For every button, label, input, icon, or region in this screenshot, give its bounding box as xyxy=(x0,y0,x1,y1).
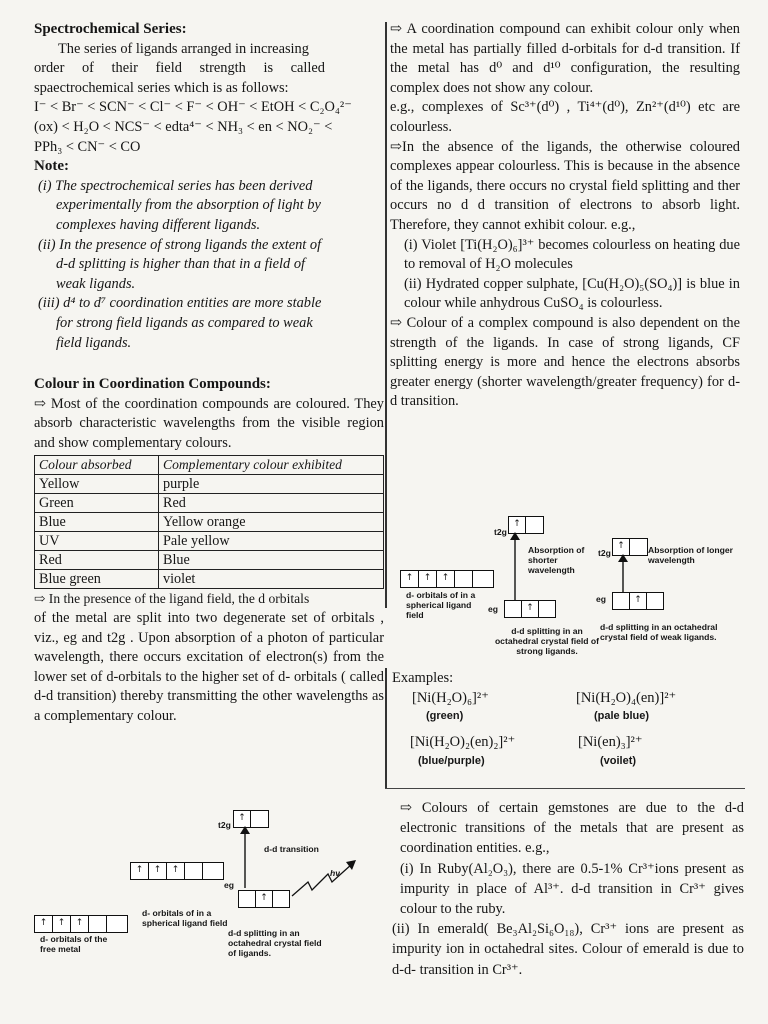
spectro-line-2: order of their field strength is called xyxy=(34,60,325,77)
example-colour: (pale blue) xyxy=(594,710,650,722)
orbital-up-arrow: ↑ xyxy=(630,593,647,609)
orbital-up-arrow: ↑ xyxy=(256,891,273,907)
table-cell: UV xyxy=(35,532,159,551)
ligand-field-paragraph: of the metal are split into two degenerate set of orbitals , viz., eg and t2g . Upon absorption of a photon of particular wavelength, there occurs excitation of electron(s) from the lower set of d-orbitals to the higher set of d- orbitals ( called d-d transition) thereby transmitting the other wavelengths as a complementary colour. xyxy=(34,610,384,725)
lower-orbitals xyxy=(238,890,290,908)
transition-arrow xyxy=(238,826,252,890)
table-header: Colour absorbed xyxy=(35,456,159,475)
note-1-line-3: complexes having different ligands. xyxy=(56,216,261,233)
eg-weak-label: eg xyxy=(596,594,607,604)
orbital-empty xyxy=(505,601,522,617)
note-2-line-3: weak ligands. xyxy=(56,275,136,292)
table-cell: Red xyxy=(159,494,384,513)
spectrochemical-heading: Spectrochemical Series: xyxy=(34,21,187,37)
orbital-up-arrow: ↑ xyxy=(167,863,185,879)
orbital-up-arrow: ↑ xyxy=(522,601,539,617)
table-cell: purple xyxy=(159,475,384,494)
spherical-orbitals-right xyxy=(400,570,494,588)
right-paragraph-2: e.g., complexes of Sc³⁺(d⁰) , Ti⁴⁺(d⁰), Zn²⁺(d¹⁰) etc are colourless. xyxy=(390,99,740,135)
eg-label: eg xyxy=(224,880,235,890)
orbital-up-arrow: ↑ xyxy=(131,863,149,879)
example-formula: [Ni(H₂O)₄(en)]²⁺ xyxy=(576,690,677,706)
orbital-up-arrow: ↑ xyxy=(437,571,455,587)
note-1-line-1: (i) The spectrochemical series has been derived xyxy=(38,177,313,194)
table-cell: violet xyxy=(159,570,384,589)
right-paragraph-1: ⇨ A coordination compound can exhibit colour only when the metal has partially filled d-orbitals for d-d transition. If the metal has d⁰ and d¹⁰ configuration, the resulting complex does not show any colour. xyxy=(390,21,740,96)
orbital-empty xyxy=(185,863,203,879)
table-row xyxy=(35,551,384,570)
table-cell: Yellow xyxy=(35,475,159,494)
example-formula: [Ni(H₂O)₂(en)₂]²⁺ xyxy=(410,734,516,750)
spherical-label-right: d- orbitals of in a spherical ligand field xyxy=(406,590,476,620)
table-row xyxy=(35,475,384,494)
orbital-up-arrow: ↑ xyxy=(509,517,526,533)
spherical-orbitals xyxy=(130,862,224,880)
series-line-3: PPh₃ < CN⁻ < CO xyxy=(34,138,141,155)
table-row xyxy=(35,513,384,532)
t2g-strong-label: t2g xyxy=(494,527,507,537)
orbital-up-arrow: ↑ xyxy=(71,916,89,932)
note-heading: Note: xyxy=(34,158,69,175)
section-rule xyxy=(385,788,745,789)
gemstone-emerald: (ii) In emerald( Be₃Al₂Si₆O₁₈), Cr³⁺ ions are present as impurity ion in octahedral sites. Colour of emerald is due to d-d- transition in Cr³⁺. xyxy=(392,921,744,978)
note-3-line-3: field ligands. xyxy=(56,334,132,351)
note-2-line-2: d-d splitting is higher than that in a field of xyxy=(56,256,306,273)
colour-table xyxy=(34,455,384,589)
colour-heading: Colour in Coordination Compounds: xyxy=(34,376,271,393)
t2g-weak-label: t2g xyxy=(598,548,611,558)
photon-zigzag-icon xyxy=(290,858,360,898)
ligand-field-line-1: ⇨ In the presence of the ligand field, the d orbitals xyxy=(34,591,310,607)
left-column xyxy=(34,20,384,727)
orbital-up-arrow: ↑ xyxy=(234,811,251,827)
table-row xyxy=(35,494,384,513)
note-3-line-2: for strong field ligands as compared to weak xyxy=(56,314,313,331)
weak-lower-orbitals xyxy=(612,592,664,610)
orbital-up-arrow: ↑ xyxy=(53,916,71,932)
orbital-up-arrow: ↑ xyxy=(401,571,419,587)
orbital-empty xyxy=(239,891,256,907)
colour-paragraph: ⇨ Most of the coordination compounds are coloured. They absorb characteristic wavelengths from the visible region and show complementary colours. xyxy=(34,395,384,451)
strong-ligand-label: d-d splitting in an octahedral crystal field of strong ligands. xyxy=(494,626,600,656)
strong-transition-arrow xyxy=(508,532,522,602)
table-cell: Yellow orange xyxy=(159,513,384,532)
spectro-line-3: spaectrochemical series which is as follows: xyxy=(34,79,289,96)
gemstone-section xyxy=(392,798,744,980)
series-line-1: I⁻ < Br⁻ < SCN⁻ < Cl⁻ < F⁻ < OH⁻ < EtOH < C₂O₄²⁻ xyxy=(34,99,352,116)
table-cell: Pale yellow xyxy=(159,532,384,551)
note-3-line-1: (iii) d⁴ to d⁷ coordination entities are more stable xyxy=(38,295,322,312)
dd-transition-label: d-d transition xyxy=(264,844,319,854)
table-header: Complementary colour exhibited xyxy=(159,456,384,475)
right-paragraph-4: ⇨ Colour of a complex compound is also dependent on the strength of the ligands. In case of strong ligands, CF splitting energy is more and hence the electrons absorbs greater energy (shorter wavelength/greater frequency) for d-d transition. xyxy=(390,314,740,410)
table-cell: Blue xyxy=(159,551,384,570)
orbital-empty xyxy=(89,916,107,932)
free-metal-orbitals xyxy=(34,915,128,933)
t2g-label: t2g xyxy=(218,820,231,830)
table-header-row xyxy=(35,456,384,475)
absorption-long-label: Absorption of longer wavelength xyxy=(648,545,733,565)
weak-transition-arrow xyxy=(616,554,630,594)
orbital-empty xyxy=(455,571,473,587)
octahedral-label: d-d splitting in an octahedral crystal field of ligands. xyxy=(228,928,322,958)
orbital-up-arrow: ↑ xyxy=(613,539,630,555)
hv-label: hν xyxy=(330,868,341,878)
orbital-up-arrow: ↑ xyxy=(35,916,53,932)
example-formula: [Ni(H₂O)₆]²⁺ xyxy=(412,690,489,706)
note-2-line-1: (ii) In the presence of strong ligands the extent of xyxy=(38,236,322,253)
examples-heading: Examples: xyxy=(392,670,454,686)
series-line-2: (ox) < H₂O < NCS⁻ < edta⁴⁻ < NH₃ < en < NO₂⁻ < xyxy=(34,118,333,135)
free-metal-label: d- orbitals of the free metal xyxy=(40,934,108,954)
spectro-line-1: The series of ligands arranged in increasing xyxy=(58,40,309,57)
example-formula: [Ni(en)₃]²⁺ xyxy=(578,734,643,750)
eg-strong-label: eg xyxy=(488,604,499,614)
strong-lower-orbitals xyxy=(504,600,556,618)
gemstone-paragraph: ⇨ Colours of certain gemstones are due to the d-d electronic transitions of the metals that are present as coordination entities. e.g., xyxy=(400,800,744,857)
example-i: (i) Violet [Ti(H₂O)₆]³⁺ becomes colourless on heating due to removal of H₂O molecules xyxy=(404,236,740,273)
table-cell: Blue green xyxy=(35,570,159,589)
example-colour: (voilet) xyxy=(600,755,637,767)
table-cell: Blue xyxy=(35,513,159,532)
orbital-up-arrow: ↑ xyxy=(419,571,437,587)
example-ii: (ii) Hydrated copper sulphate, [Cu(H₂O)₅(SO₄)] is blue in colour while anhydrous CuSO₄ is colourless. xyxy=(404,275,740,312)
table-row xyxy=(35,570,384,589)
absorption-short-label: Absorption of shorter wavelength xyxy=(528,545,585,575)
table-cell: Green xyxy=(35,494,159,513)
right-paragraph-3: ⇨In the absence of the ligands, the otherwise coloured complexes appear colourless. This is because in the absence of the ligands, there occurs no crystal field splitting and ther occurs no d d transition of electrons to absorb light. Therefore, they cannot exhibit colour. e.g., xyxy=(390,138,740,233)
spherical-label: d- orbitals of in a spherical ligand field xyxy=(142,908,228,928)
orbital-empty xyxy=(613,593,630,609)
orbital-up-arrow: ↑ xyxy=(149,863,167,879)
right-column xyxy=(390,20,740,412)
example-colour: (green) xyxy=(426,710,464,722)
column-divider-lower xyxy=(385,668,387,788)
note-1-line-2: experimentally from the absorption of light by xyxy=(56,197,321,214)
column-divider xyxy=(385,22,387,608)
table-cell: Red xyxy=(35,551,159,570)
example-colour: (blue/purple) xyxy=(418,755,485,767)
gemstone-ruby: (i) In Ruby(Al₂O₃), there are 0.5-1% Cr³⁺ions present as impurity in place of Al³⁺. d-d transition in Cr³⁺ gives colour to the ruby. xyxy=(400,860,744,918)
weak-ligand-label: d-d splitting in an octahedral crystal field of weak ligands. xyxy=(600,622,718,642)
table-row xyxy=(35,532,384,551)
